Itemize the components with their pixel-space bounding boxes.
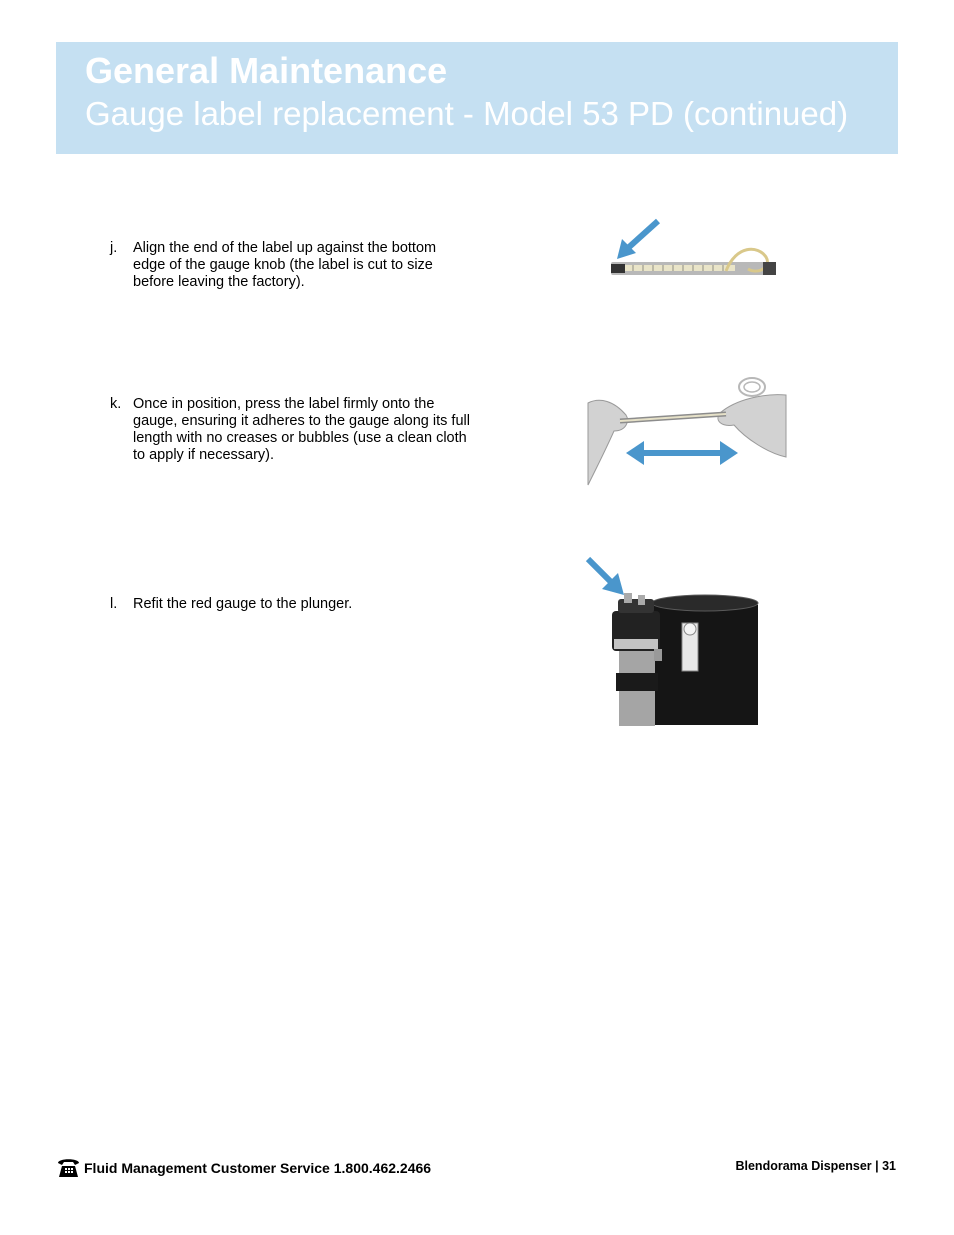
arrow-icon xyxy=(588,559,612,583)
step-l xyxy=(110,596,470,613)
gauge-knob xyxy=(611,264,625,273)
step-marker: k. xyxy=(110,396,122,412)
page-header xyxy=(56,42,898,154)
page-title: General Maintenance xyxy=(85,50,448,91)
footer-contact xyxy=(56,1152,431,1178)
label-pressed-onto-gauge-photo xyxy=(586,369,788,487)
step-k xyxy=(110,396,470,464)
customer-service-text: Fluid Management Customer Service 1.800.462.2466 xyxy=(84,1160,432,1176)
step-marker: j. xyxy=(110,240,118,256)
canister xyxy=(652,596,758,725)
step-text: Refit the red gauge to the plunger. xyxy=(133,596,353,612)
page-footer-title: Blendorama Dispenser | 31 xyxy=(735,1159,896,1173)
arrow-icon xyxy=(628,221,658,248)
step-text: Align the end of the label up against the bottom edge of the gauge knob (the label is cut to size before leaving the factory). xyxy=(133,240,437,290)
gauge-label-aligned-photo xyxy=(608,215,780,287)
gauge-knob xyxy=(624,593,632,603)
gauge-label xyxy=(625,265,735,271)
step-j xyxy=(110,240,470,291)
left-hand xyxy=(588,400,628,485)
step-text: Once in position, press the label firmly onto the gauge, ensuring it adheres to the gauge along its full length with no creases or bubbles (use a clean cloth to apply if necessary). xyxy=(133,396,470,463)
gauge-fitted-to-plunger-photo xyxy=(582,553,760,726)
page-subtitle: Gauge label replacement - Model 53 PD (continued) xyxy=(85,95,849,132)
telephone-icon xyxy=(56,1156,81,1178)
step-marker: l. xyxy=(110,596,118,612)
